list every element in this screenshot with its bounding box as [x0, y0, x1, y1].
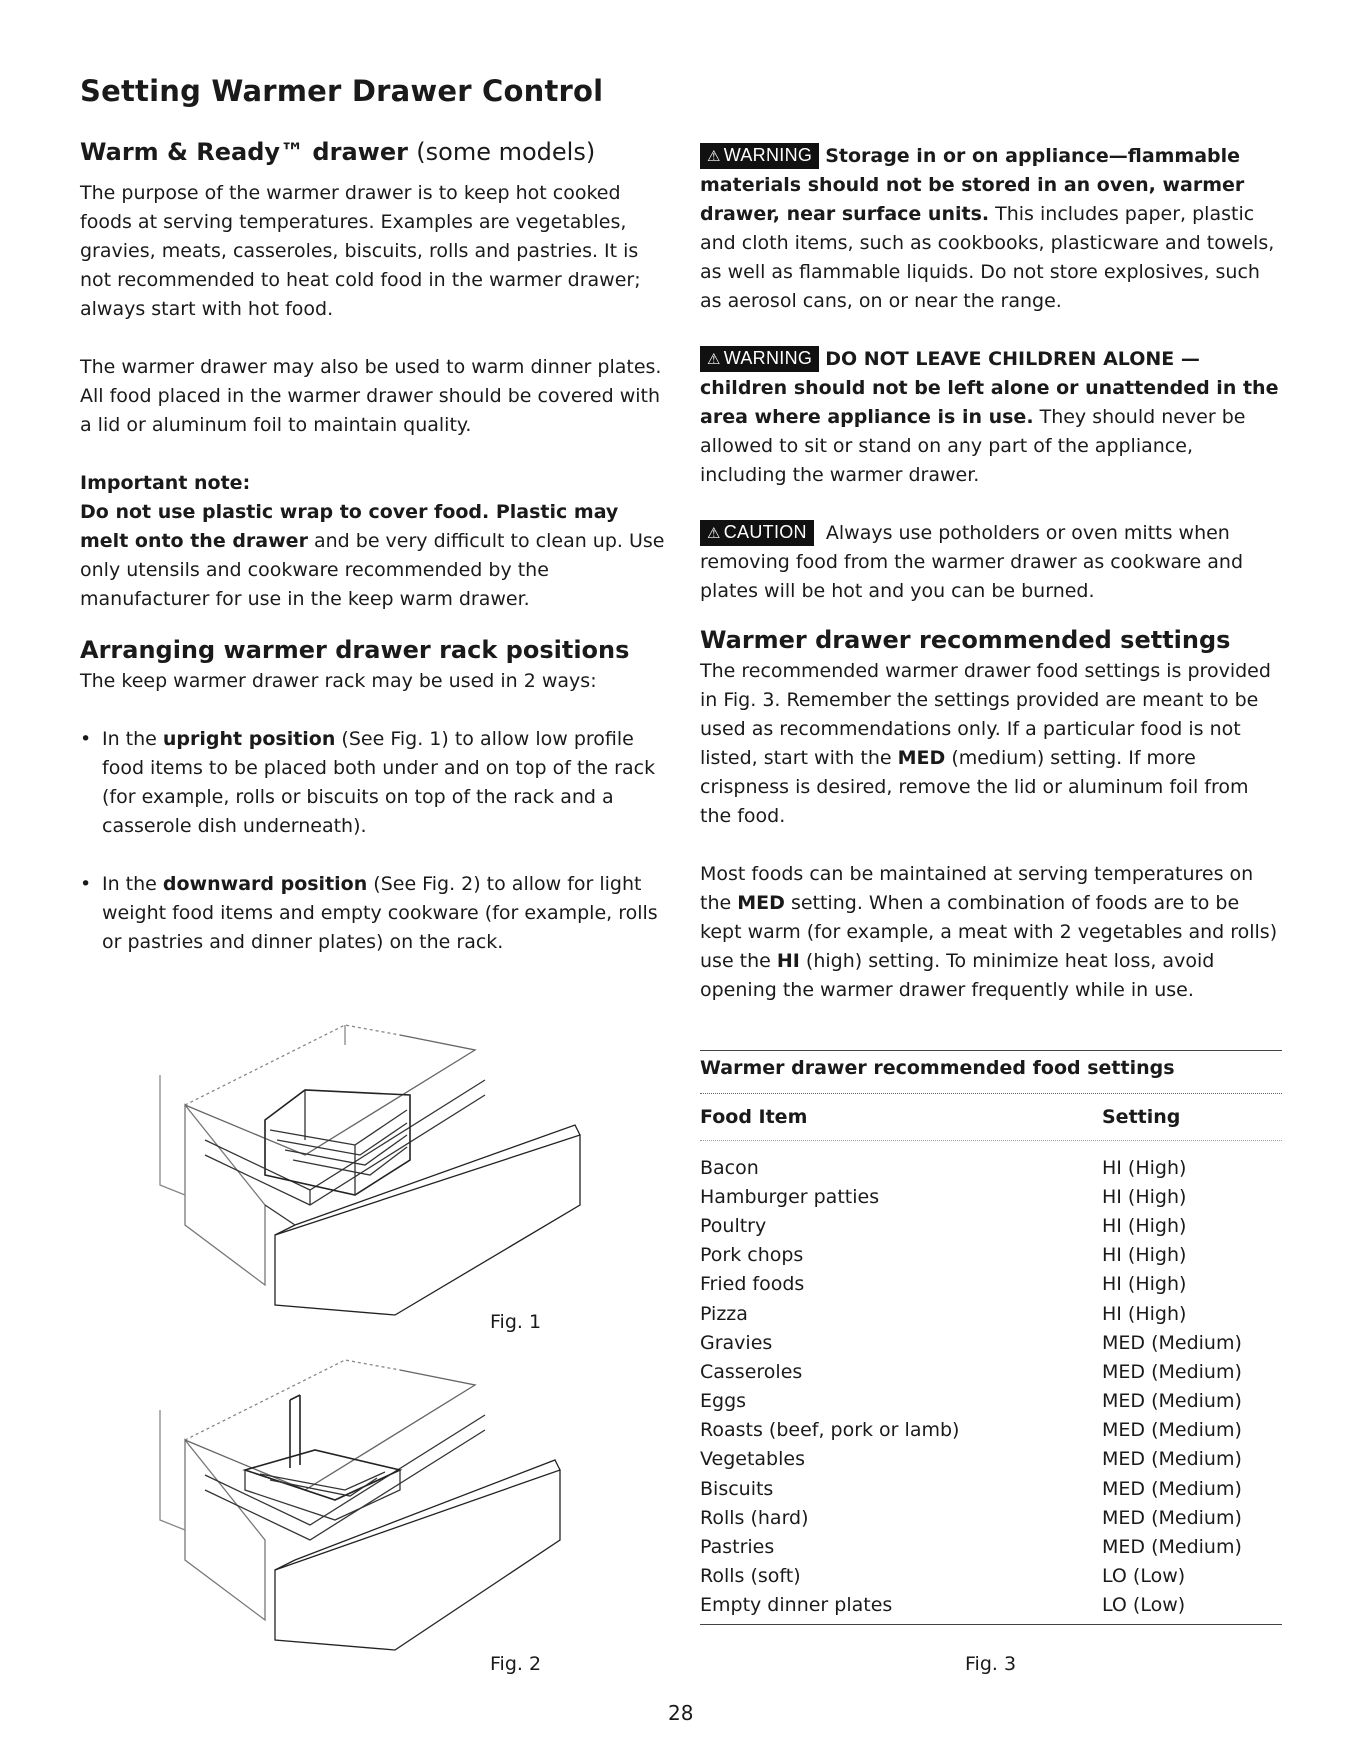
table-header-rule: [700, 1140, 1282, 1141]
table-row: [700, 1211, 1282, 1240]
warning-badge-1: [700, 143, 819, 169]
page-title: Setting Warmer Drawer Control: [80, 74, 604, 108]
food-item-cell: Rolls (soft): [700, 1565, 801, 1588]
important-note-rest: and be very difficult to clean up. Use only utensils and cookware recommended by the manufacturer for use in the keep warm drawer.: [80, 530, 665, 610]
table-title: Warmer drawer recommended food settings: [700, 1057, 1175, 1079]
setting-cell: HI (High): [1102, 1244, 1187, 1267]
setting-cell: HI (High): [1102, 1185, 1187, 1208]
setting-cell: LO (Low): [1102, 1594, 1186, 1617]
table-row: [700, 1445, 1282, 1474]
important-note-body: [80, 498, 665, 614]
bullet-upright-pre: In the: [102, 728, 163, 750]
paragraph-purpose: The purpose of the warmer drawer is to keep hot cooked foods at serving temperatures. Examples are vegetables, gravies, meats, casseroles, biscuits, rolls and pastries. It is not recommended to heat cold food in the warmer drawer; always start with hot food.: [80, 182, 641, 320]
setting-cell: HI (High): [1102, 1214, 1187, 1237]
table-row: [700, 1591, 1282, 1620]
table-top-rule: [700, 1050, 1282, 1051]
food-settings-table-block: [700, 1050, 1282, 1625]
food-item-cell: Gravies: [700, 1331, 773, 1354]
setting-cell: MED (Medium): [1102, 1536, 1242, 1559]
warning-children-rest: They should never be allowed to sit or stand on any part of the appliance, including the warmer drawer.: [700, 406, 1246, 486]
setting-cell: MED (Medium): [1102, 1360, 1242, 1383]
food-item-cell: Pastries: [700, 1536, 775, 1559]
paragraph-plates: The warmer drawer may also be used to warm dinner plates. All food placed in the warmer drawer should be covered with a lid or aluminum foil to maintain quality.: [80, 356, 662, 436]
table-row: [700, 1153, 1282, 1182]
paragraph-maintain: [700, 860, 1285, 1005]
table-row: [700, 1299, 1282, 1328]
table-row: [700, 1328, 1282, 1357]
figure-1-drawer-upright: [145, 1005, 585, 1325]
para5-c: (high) setting. To minimize heat loss, avoid opening the warmer drawer frequently while in use.: [700, 950, 1215, 1001]
table-bottom-rule: [700, 1624, 1282, 1625]
table-row: [700, 1562, 1282, 1591]
warning-children-bold: DO NOT LEAVE CHILDREN ALONE — children should not be left alone or unattended in the area where appliance is in use.: [700, 348, 1279, 428]
bullet-upright-rest: (See Fig. 1) to allow low profile food items to be placed both under and on top of the rack (for example, rolls or biscuits on top of the rack and a casserole dish underneath).: [102, 728, 656, 837]
table-row: [700, 1241, 1282, 1270]
table-row: [700, 1416, 1282, 1445]
bullet-downward-pre: In the: [102, 873, 163, 895]
food-item-cell: Eggs: [700, 1390, 747, 1413]
setting-cell: LO (Low): [1102, 1565, 1186, 1588]
paragraph-recommended: [700, 657, 1285, 831]
food-item-cell: Roasts (beef, pork or lamb): [700, 1419, 960, 1442]
warning-children: [700, 345, 1285, 490]
warning-badge-2: [700, 346, 819, 372]
setting-cell: MED (Medium): [1102, 1477, 1242, 1500]
column-header-food: Food Item: [700, 1106, 808, 1128]
food-item-cell: Poultry: [700, 1214, 767, 1237]
caution-badge: [700, 520, 814, 546]
table-row: [700, 1387, 1282, 1416]
table-row: [700, 1503, 1282, 1532]
food-item-cell: Casseroles: [700, 1360, 803, 1383]
warning-flammable-bold: Storage in or on appliance—flammable materials should not be stored in an oven, warmer drawer, near surface units.: [700, 145, 1245, 225]
warning-badge-2-label: WARNING: [723, 348, 813, 368]
food-settings-rows: [700, 1153, 1282, 1620]
setting-cell: MED (Medium): [1102, 1419, 1242, 1442]
column-header-setting: Setting: [1102, 1106, 1181, 1128]
warning-flammable: [700, 142, 1285, 316]
bullet-downward-bold: downward position: [162, 873, 368, 895]
heading-sub: (some models): [416, 138, 596, 166]
caution-potholders: [700, 519, 1285, 606]
warning-triangle-icon: ⚠: [707, 351, 721, 368]
bullet-upright: [80, 725, 665, 841]
table-row: [700, 1270, 1282, 1299]
caution-text: Always use potholders or oven mitts when removing food from the warmer drawer as cookware and plates will be hot and you can be burned.: [700, 522, 1244, 602]
figure-2-drawer-downward: [145, 1340, 585, 1660]
warning-triangle-icon: ⚠: [707, 148, 721, 165]
heading-main: Warm & Ready™ drawer: [80, 138, 408, 166]
para5-hi: HI: [776, 950, 800, 972]
figure-2-caption: Fig. 2: [490, 1653, 542, 1675]
table-row: [700, 1532, 1282, 1561]
warning-flammable-rest: This includes paper, plastic and cloth items, such as cookbooks, plasticware and towels, as well as flammable liquids. Do not store explosives, such as aerosol cans, on or near the range.: [700, 203, 1275, 312]
setting-cell: MED (Medium): [1102, 1390, 1242, 1413]
left-column: [80, 138, 665, 957]
food-item-cell: Pork chops: [700, 1244, 804, 1267]
important-note-bold: Do not use plastic wrap to cover food. Plastic may melt onto the drawer: [80, 501, 619, 552]
food-settings-table: [700, 1153, 1282, 1620]
setting-cell: MED (Medium): [1102, 1331, 1242, 1354]
section-heading-recommended: Warmer drawer recommended settings: [700, 626, 1231, 654]
food-item-cell: Fried foods: [700, 1273, 805, 1296]
food-item-cell: Vegetables: [700, 1448, 805, 1471]
food-item-cell: Rolls (hard): [700, 1506, 809, 1529]
setting-cell: MED (Medium): [1102, 1506, 1242, 1529]
page-number: 28: [668, 1701, 694, 1725]
section-heading-rack: Arranging warmer drawer rack positions: [80, 636, 630, 664]
food-item-cell: Bacon: [700, 1156, 759, 1179]
food-item-cell: Pizza: [700, 1302, 748, 1325]
table-row: [700, 1474, 1282, 1503]
caution-triangle-icon: ⚠: [707, 525, 721, 542]
figure-1-caption: Fig. 1: [490, 1311, 542, 1333]
food-item-cell: Biscuits: [700, 1477, 774, 1500]
warning-badge-1-label: WARNING: [723, 145, 813, 165]
setting-cell: HI (High): [1102, 1302, 1187, 1325]
para4-a: The recommended warmer drawer food settings is provided in Fig. 3. Remember the settings provided are meant to be used as recommendations only. If a particular food is not listed, start with the: [700, 660, 1271, 769]
table-row: [700, 1182, 1282, 1211]
para4-b: (medium) setting. If more crispness is desired, remove the lid or aluminum foil from the food.: [700, 747, 1249, 827]
paragraph-rack-ways: The keep warmer drawer rack may be used in 2 ways:: [80, 670, 597, 692]
setting-cell: HI (High): [1102, 1156, 1187, 1179]
para4-med: MED: [897, 747, 946, 769]
table-header: [700, 1106, 1282, 1128]
food-item-cell: Empty dinner plates: [700, 1594, 893, 1617]
para5-med: MED: [737, 892, 785, 914]
bullet-downward-rest: (See Fig. 2) to allow for light weight food items and empty cookware (for example, rolls or pastries and dinner plates) on the rack.: [102, 873, 658, 953]
important-note-title: Important note:: [80, 472, 251, 494]
bullet-downward: [80, 870, 665, 957]
caution-badge-label: CAUTION: [723, 522, 807, 542]
para5-a: Most foods can be maintained at serving temperatures on the: [700, 863, 1254, 914]
food-item-cell: Hamburger patties: [700, 1185, 880, 1208]
section-heading-warm-ready: [80, 138, 665, 167]
setting-cell: MED (Medium): [1102, 1448, 1242, 1471]
table-row: [700, 1357, 1282, 1386]
table-title-rule: [700, 1093, 1282, 1094]
setting-cell: HI (High): [1102, 1273, 1187, 1296]
para5-b: setting. When a combination of foods are to be kept warm (for example, a meat with 2 vegetables and rolls) use the: [700, 892, 1278, 972]
figure-3-caption: Fig. 3: [965, 1653, 1017, 1675]
right-column: [700, 142, 1285, 1005]
bullet-upright-bold: upright position: [162, 728, 336, 750]
